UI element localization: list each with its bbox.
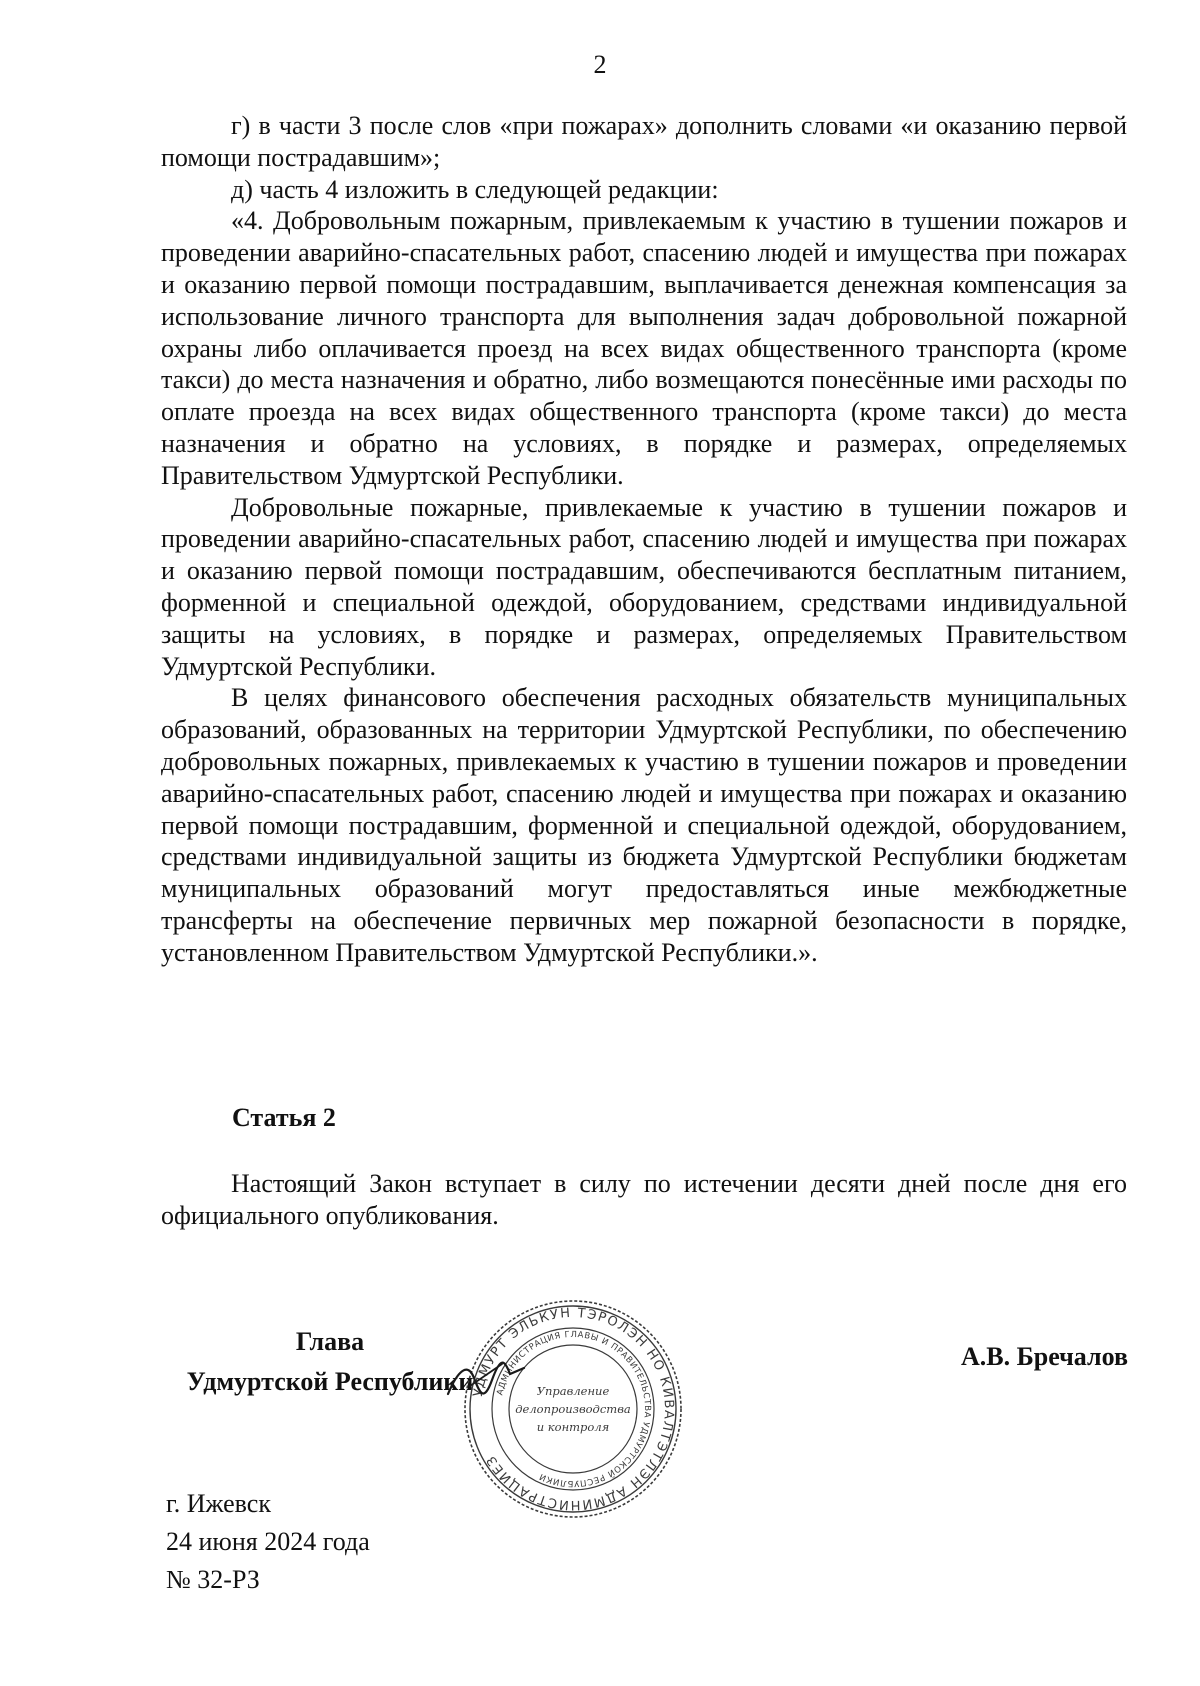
seal-center-line1: Управление xyxy=(536,1384,610,1398)
place-date-block xyxy=(166,1485,370,1599)
article-text: Настоящий Закон вступает в силу по истечении десяти дней после дня его официального опубликования. xyxy=(161,1169,1127,1230)
paragraph-amendment-g: г) в части 3 после слов «при пожарах» дополнить словами «и оказанию первой помощи пострадавшим»; xyxy=(161,111,1127,172)
paragraph-part-4-compensation: «4. Добровольным пожарным, привлекаемым к участию в тушении пожаров и проведении аварийно-спасательных работ, спасению людей и имущества при пожарах и оказанию первой помощи пострадавшим, выплачивается денежная компенсация за использование личного транспорта для выполнения задач добровольной пожарной охраны либо оплачивается проезд на всех видах общественного транспорта (кроме такси) до места назначения и обратно, либо возмещаются понесённые ими расходы по оплате проезда на всех видах общественного транспорта (кроме такси) до места назначения и обратно на условиях, в порядке и размерах, определяемых Правительством Удмуртской Республики. xyxy=(161,206,1127,490)
seal-outer-text: УДМУРТ ЭЛЬКУН ТЭРОЛЭН НО КИВАЛТЭТЛЭН АДМИНИСТРАЦИЕЗ xyxy=(470,1305,677,1513)
seal-center-line2: делопроизводства xyxy=(515,1402,631,1416)
law-number: № 32-РЗ xyxy=(166,1565,260,1594)
seal-center-line3: и контроля xyxy=(536,1420,610,1434)
paragraph-part-4-financing: В целях финансового обеспечения расходных обязательств муниципальных образований, образованных на территории Удмуртской Республики, по обеспечению добровольных пожарных, привлекаемых к участию в тушении пожаров и проведении аварийно-спасательных работ, спасению людей и имущества при пожарах и оказанию первой помощи пострадавшим, форменной и специальной одеждой, оборудованием, средствами индивидуальной защиты из бюджета Удмуртской Республики бюджетам муниципальных образований могут предоставляться иные межбюджетные трансферты на обеспечение первичных мер пожарной безопасности в порядке, установленном Правительством Удмуртской Республики.». xyxy=(161,683,1127,967)
signer-name: А.В. Бречалов xyxy=(960,1342,1128,1371)
document-body xyxy=(161,110,1127,969)
city: г. Ижевск xyxy=(166,1489,271,1518)
signer-title-line1: Глава xyxy=(295,1327,365,1356)
paragraph-amendment-d: д) часть 4 изложить в следующей редакции: xyxy=(231,174,719,204)
seal-inner-text: АДМИНИСТРАЦИЯ ГЛАВЫ И ПРАВИТЕЛЬСТВА УДМУРТСКОЙ РЕСПУБЛИКИ xyxy=(495,1329,653,1489)
handwritten-signature xyxy=(440,1350,530,1410)
paragraph-part-4-provision: Добровольные пожарные, привлекаемые к участию в тушении пожаров и проведении аварийно-спасательных работ, спасению людей и имущества при пожарах и оказанию первой помощи пострадавшим, обеспечиваются бесплатным питанием, форменной и специальной одеждой, оборудованием, средствами индивидуальной защиты на условиях, в порядке и размерах, определяемых Правительством Удмуртской Республики. xyxy=(161,492,1127,681)
date: 24 июня 2024 года xyxy=(166,1527,370,1556)
article-heading: Статья 2 xyxy=(232,1103,336,1132)
signer-title-line2: Удмуртской Республики xyxy=(186,1367,474,1396)
page-number: 2 xyxy=(593,50,607,79)
